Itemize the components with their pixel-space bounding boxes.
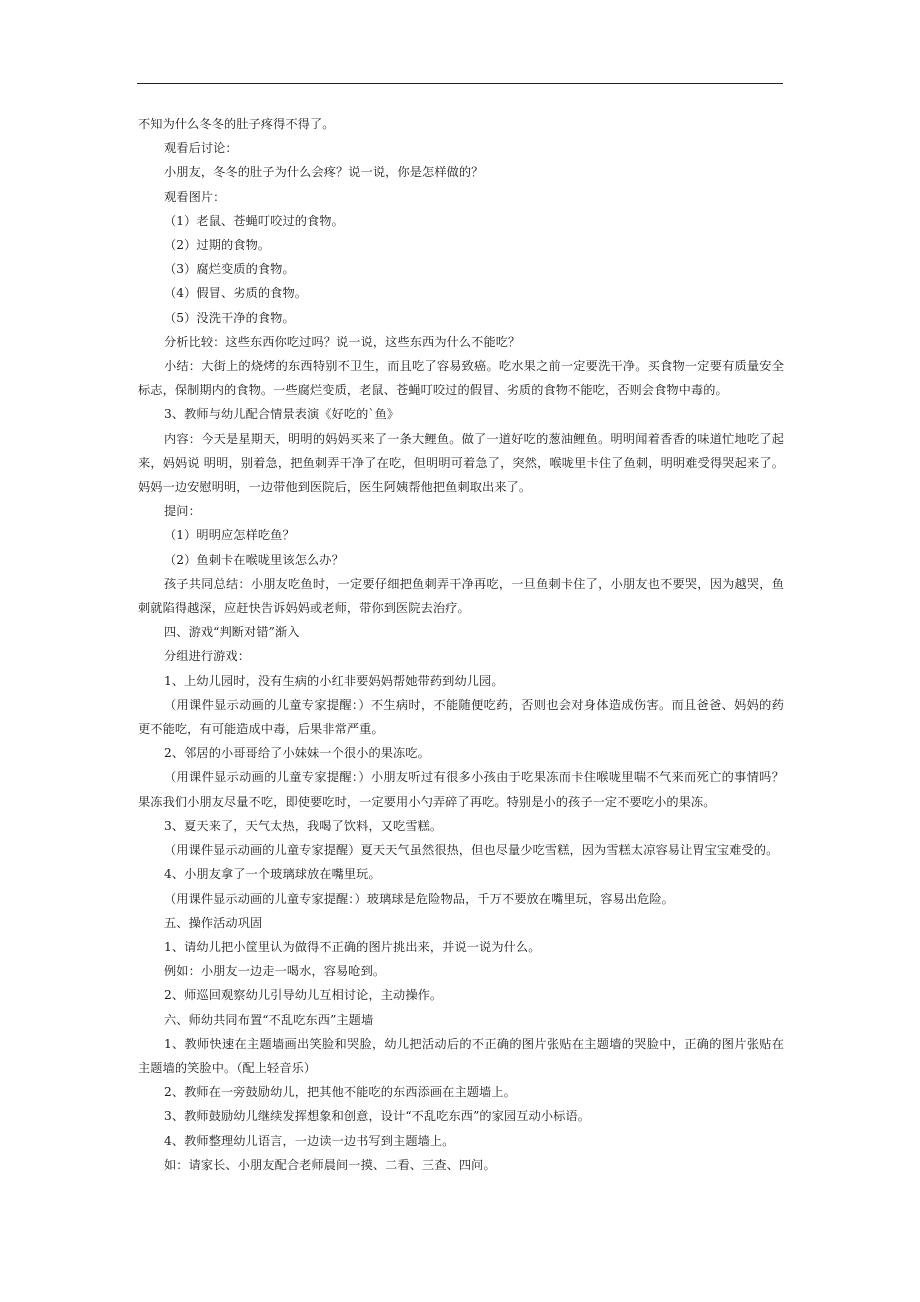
paragraph: （4）假冒、劣质的食物。 [164,286,308,301]
paragraph: （用课件显示动画的儿童专家提醒：）不生病时，不能随便吃药，否则也会对身体造成伤害。而且爸爸、妈妈的药更不能吃，有可能造成中毒，后果非常严重。 [138,697,784,737]
paragraph: （1）明明应怎样吃鱼？ [164,528,295,543]
paragraph: 3、教师与幼儿配合情景表演《好吃的`鱼》 [164,407,400,422]
paragraph: 2、邻居的小哥哥给了小妹妹一个很小的果冻吃。 [164,746,430,761]
paragraph: （用课件显示动画的儿童专家提醒）夏天天气虽然很热，但也尽量少吃雪糕，因为雪糕太凉容易让胃宝宝难受的。 [164,843,779,858]
paragraph: 3、夏天来了，天气太热，我喝了饮料，又吃雪糕。 [164,818,443,833]
paragraph: （5）没洗干净的食物。 [164,310,295,325]
paragraph: 例如：小朋友一边走一喝水，容易呛到。 [164,964,386,979]
header-rule [137,83,783,84]
paragraph: 2、师巡回观察幼儿引导幼儿互相讨论，主动操作。 [164,988,443,1003]
paragraph: 不知为什么冬冬的肚子疼得不得了。 [138,117,335,131]
paragraph: 小结：大街上的烧烤的东西特别不卫生，而且吃了容易致癌。吃水果之前一定要洗干净。买食物一定要有质量安全标志，保制期内的食物。一些腐烂变质，老鼠、苍蝇叮咬过的假冒、劣质的食物不能吃，否则会食物中毒的。 [138,359,784,398]
paragraph: 4、小朋友拿了一个玻璃球放在嘴里玩。 [164,867,381,882]
paragraph: 观看图片： [164,189,226,204]
paragraph: （2）鱼刺卡在喉咙里该怎么办？ [164,552,344,567]
paragraph: 五、操作活动巩固 [164,915,263,930]
document-body [138,112,784,1177]
paragraph: 六、师幼共同布置“不乱吃东西”主题墙 [164,1012,374,1027]
paragraph: 分组进行游戏： [164,649,251,664]
paragraph: 如：请家长、小朋友配合老师晨间一摸、二看、三查、四问。 [164,1157,496,1172]
paragraph: （用课件显示动画的儿童专家提醒：）玻璃球是危险物品，千万不要放在嘴里玩，容易出危险。 [164,891,674,906]
paragraph: 1、教师快速在主题墙画出笑脸和哭脸，幼儿把活动后的不正确的图片张贴在主题墙的哭脸中，正确的图片张贴在主题墙的笑脸中。（配上轻音乐） [138,1036,784,1075]
paragraph: 提问： [164,504,201,519]
paragraph: 四、游戏“判断对错”渐入 [164,625,300,640]
paragraph: 1、上幼儿园时，没有生病的小红非要妈妈帮她带药到幼儿园。 [164,673,504,688]
paragraph: （2）过期的食物。 [164,238,271,253]
paragraph: 内容：今天是星期天，明明的妈妈买来了一条大鲤鱼。做了一道好吃的葱油鲤鱼。明明闻着香香的味道忙地吃了起来，妈妈说 明明，别着急，把鱼刺弄干净了在吃，但明明可着急了，突然，喉咙里卡住了鱼刺，明明难受得哭起来了。妈妈一边安慰明明，一边带他到医院后，医生阿姨帮他把鱼刺取出来了。 [138,431,784,495]
paragraph: （用课件显示动画的儿童专家提醒：）小朋友听过有很多小孩由于吃果冻而卡住喉咙里喘不气来而死亡的事情吗？果冻我们小朋友尽量不吃，即使要吃时，一定要用小勺弄碎了再吃。特别是小的孩子一定不要吃小的果冻。 [138,770,784,809]
paragraph: 分析比较：这些东西你吃过吗？说一说，这些东西为什么不能吃？ [164,334,521,349]
paragraph: 3、教师鼓励幼儿继续发挥想象和创意，设计“不乱吃东西”的家园互动小标语。 [164,1109,591,1124]
paragraph: （3）腐烂变质的食物。 [164,262,295,277]
paragraph: 4、教师整理幼儿语言，一边读一边书写到主题墙上。 [164,1133,455,1148]
paragraph: 1、请幼儿把小筐里认为做得不正确的图片挑出来，并说一说为什么。 [164,939,541,954]
paragraph: 观看后讨论： [164,141,238,156]
paragraph: 2、教师在一旁鼓励幼儿，把其他不能吃的东西添画在主题墙上。 [164,1085,516,1100]
paragraph: （1）老鼠、苍蝇叮咬过的食物。 [164,213,344,228]
paragraph: 小朋友，冬冬的肚子为什么会疼？说一说，你是怎样做的？ [164,165,484,180]
paragraph: 孩子共同总结：小朋友吃鱼时，一定要仔细把鱼刺弄干净再吃，一旦鱼刺卡住了，小朋友也不要哭，因为越哭，鱼刺就陷得越深，应赶快告诉妈妈或老师，带你到医院去治疗。 [138,576,784,616]
